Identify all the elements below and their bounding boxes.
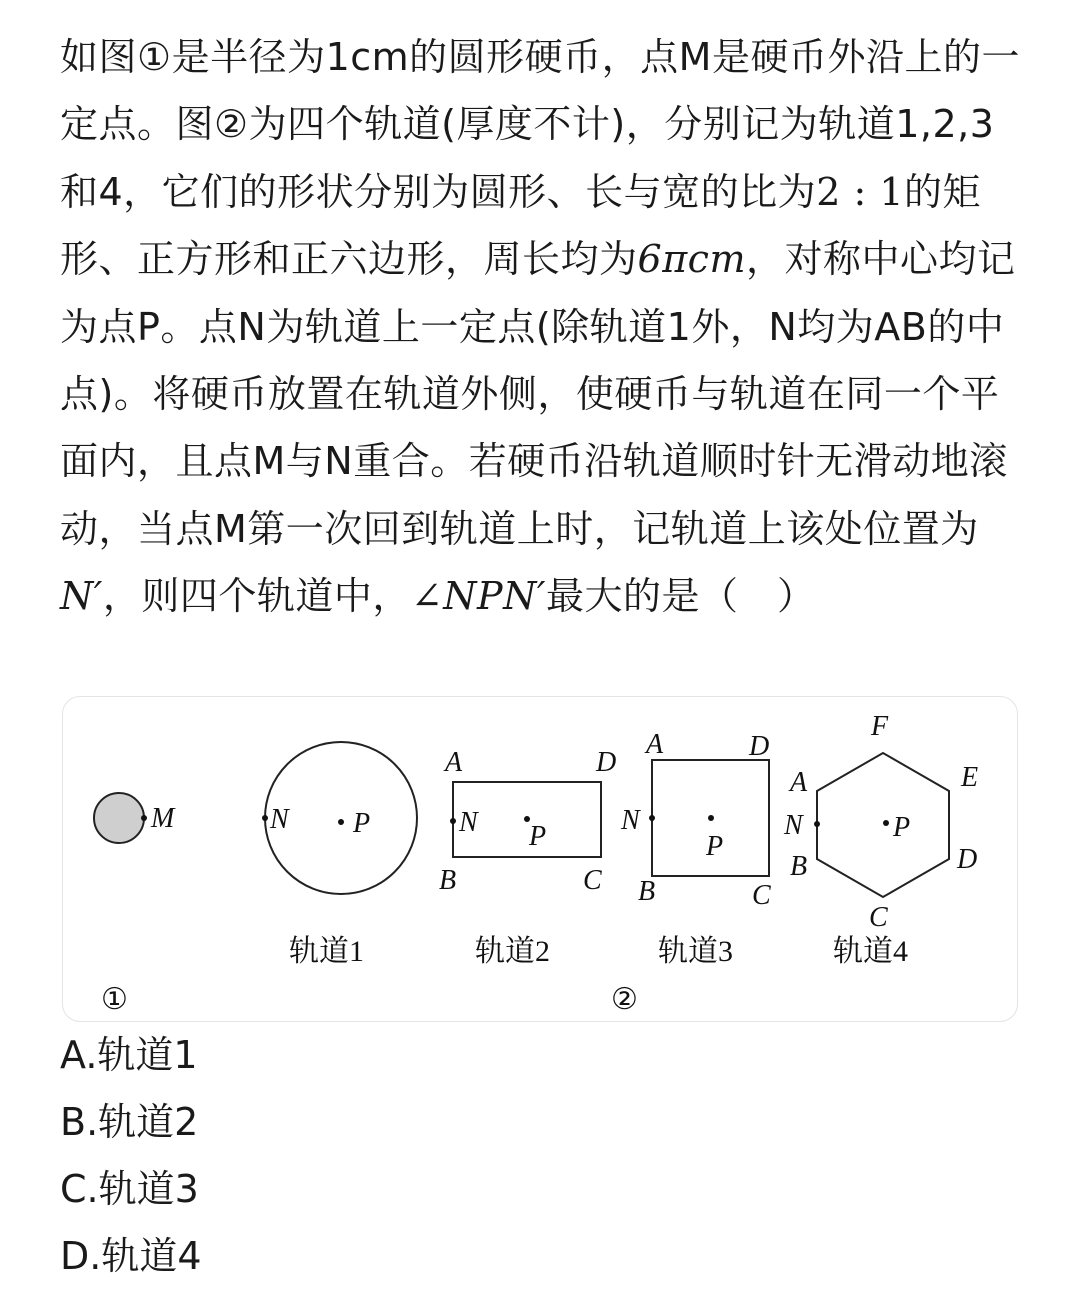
track2-label-d: D [596,747,617,778]
track4-label-d: D [957,844,978,875]
track1-point-n [262,815,268,821]
track1-label-n: N [270,804,289,835]
track4-point-p [883,820,889,826]
option-d[interactable]: D.轨道4 [60,1234,202,1278]
track4-caption: 轨道4 [833,935,908,968]
question-part-2: 的矩形、正方形和正六边形，周长均为 [60,169,982,282]
option-a[interactable]: A.轨道1 [60,1033,198,1077]
question-part-3: ，对称中心均记为点P。点N为轨道上一定点(除轨道1外，N均为AB的中点)。将硬币放置在轨道外侧，使硬币与轨道在同一个平面内，且点M与N重合。若硬币沿轨道顺时针无滑动地滚动，当点M第一次回到轨道上时，记轨道上该处位置为 [60,237,1016,551]
question-part-5: 最大的是（ ） [545,574,816,619]
track4-label-a: A [790,767,808,798]
track3-label-b: B [638,876,656,907]
answer-options [60,1022,202,1290]
question-part-4: ，则四个轨道中， [102,574,411,619]
track4-label-b: B [790,851,808,882]
track4-label-p: P [893,812,911,843]
track3-caption: 轨道3 [658,935,733,968]
track3-label-p: P [706,831,724,862]
track3-label-d: D [749,731,770,762]
track4-label-e: E [961,762,979,793]
coin-point-m [141,815,147,821]
fig1-label: ① [101,983,128,1016]
question-part-1: 如图①是半径为1cm的圆形硬币，点M是硬币外沿上的一定点。图②为四个轨道(厚度不计)，分别记为轨道1,2,3和4，它们的形状分别为圆形、长与宽的比为 [60,35,1020,214]
angle-expression: ∠NPN′ [410,574,546,619]
track3-label-c: C [752,880,771,911]
track2-label-b: B [439,865,457,896]
coin-circle [94,793,144,843]
track2-label-n: N [459,807,478,838]
question-text [60,24,1025,631]
track1-point-p [338,819,344,825]
track4-hexagon [817,753,949,897]
track1-label-p: P [353,808,371,839]
track4-label-c: C [869,902,888,933]
track3-label-a: A [646,729,664,760]
option-b[interactable]: B.轨道2 [60,1100,199,1144]
option-c[interactable]: C.轨道3 [60,1167,199,1211]
perimeter-expression: 6πcm [637,237,746,282]
figure-panel [62,696,1018,1022]
track4-point-n [814,821,820,827]
track2-label-a: A [445,747,463,778]
n-prime-expression: N′ [60,574,103,619]
track3-label-n: N [621,805,640,836]
track2-caption: 轨道2 [475,935,550,968]
track3-point-n [649,815,655,821]
track2-label-c: C [583,865,602,896]
fig2-label: ② [611,983,638,1016]
coin-label-m: M [151,803,175,834]
ratio-expression: 2 : 1 [816,169,905,214]
track4-label-n: N [784,810,803,841]
track2-label-p: P [529,821,547,852]
figure-diagram [63,697,1019,1023]
track2-point-n [450,818,456,824]
track3-point-p [708,815,714,821]
track4-label-f: F [871,711,889,742]
track1-caption: 轨道1 [289,935,364,968]
